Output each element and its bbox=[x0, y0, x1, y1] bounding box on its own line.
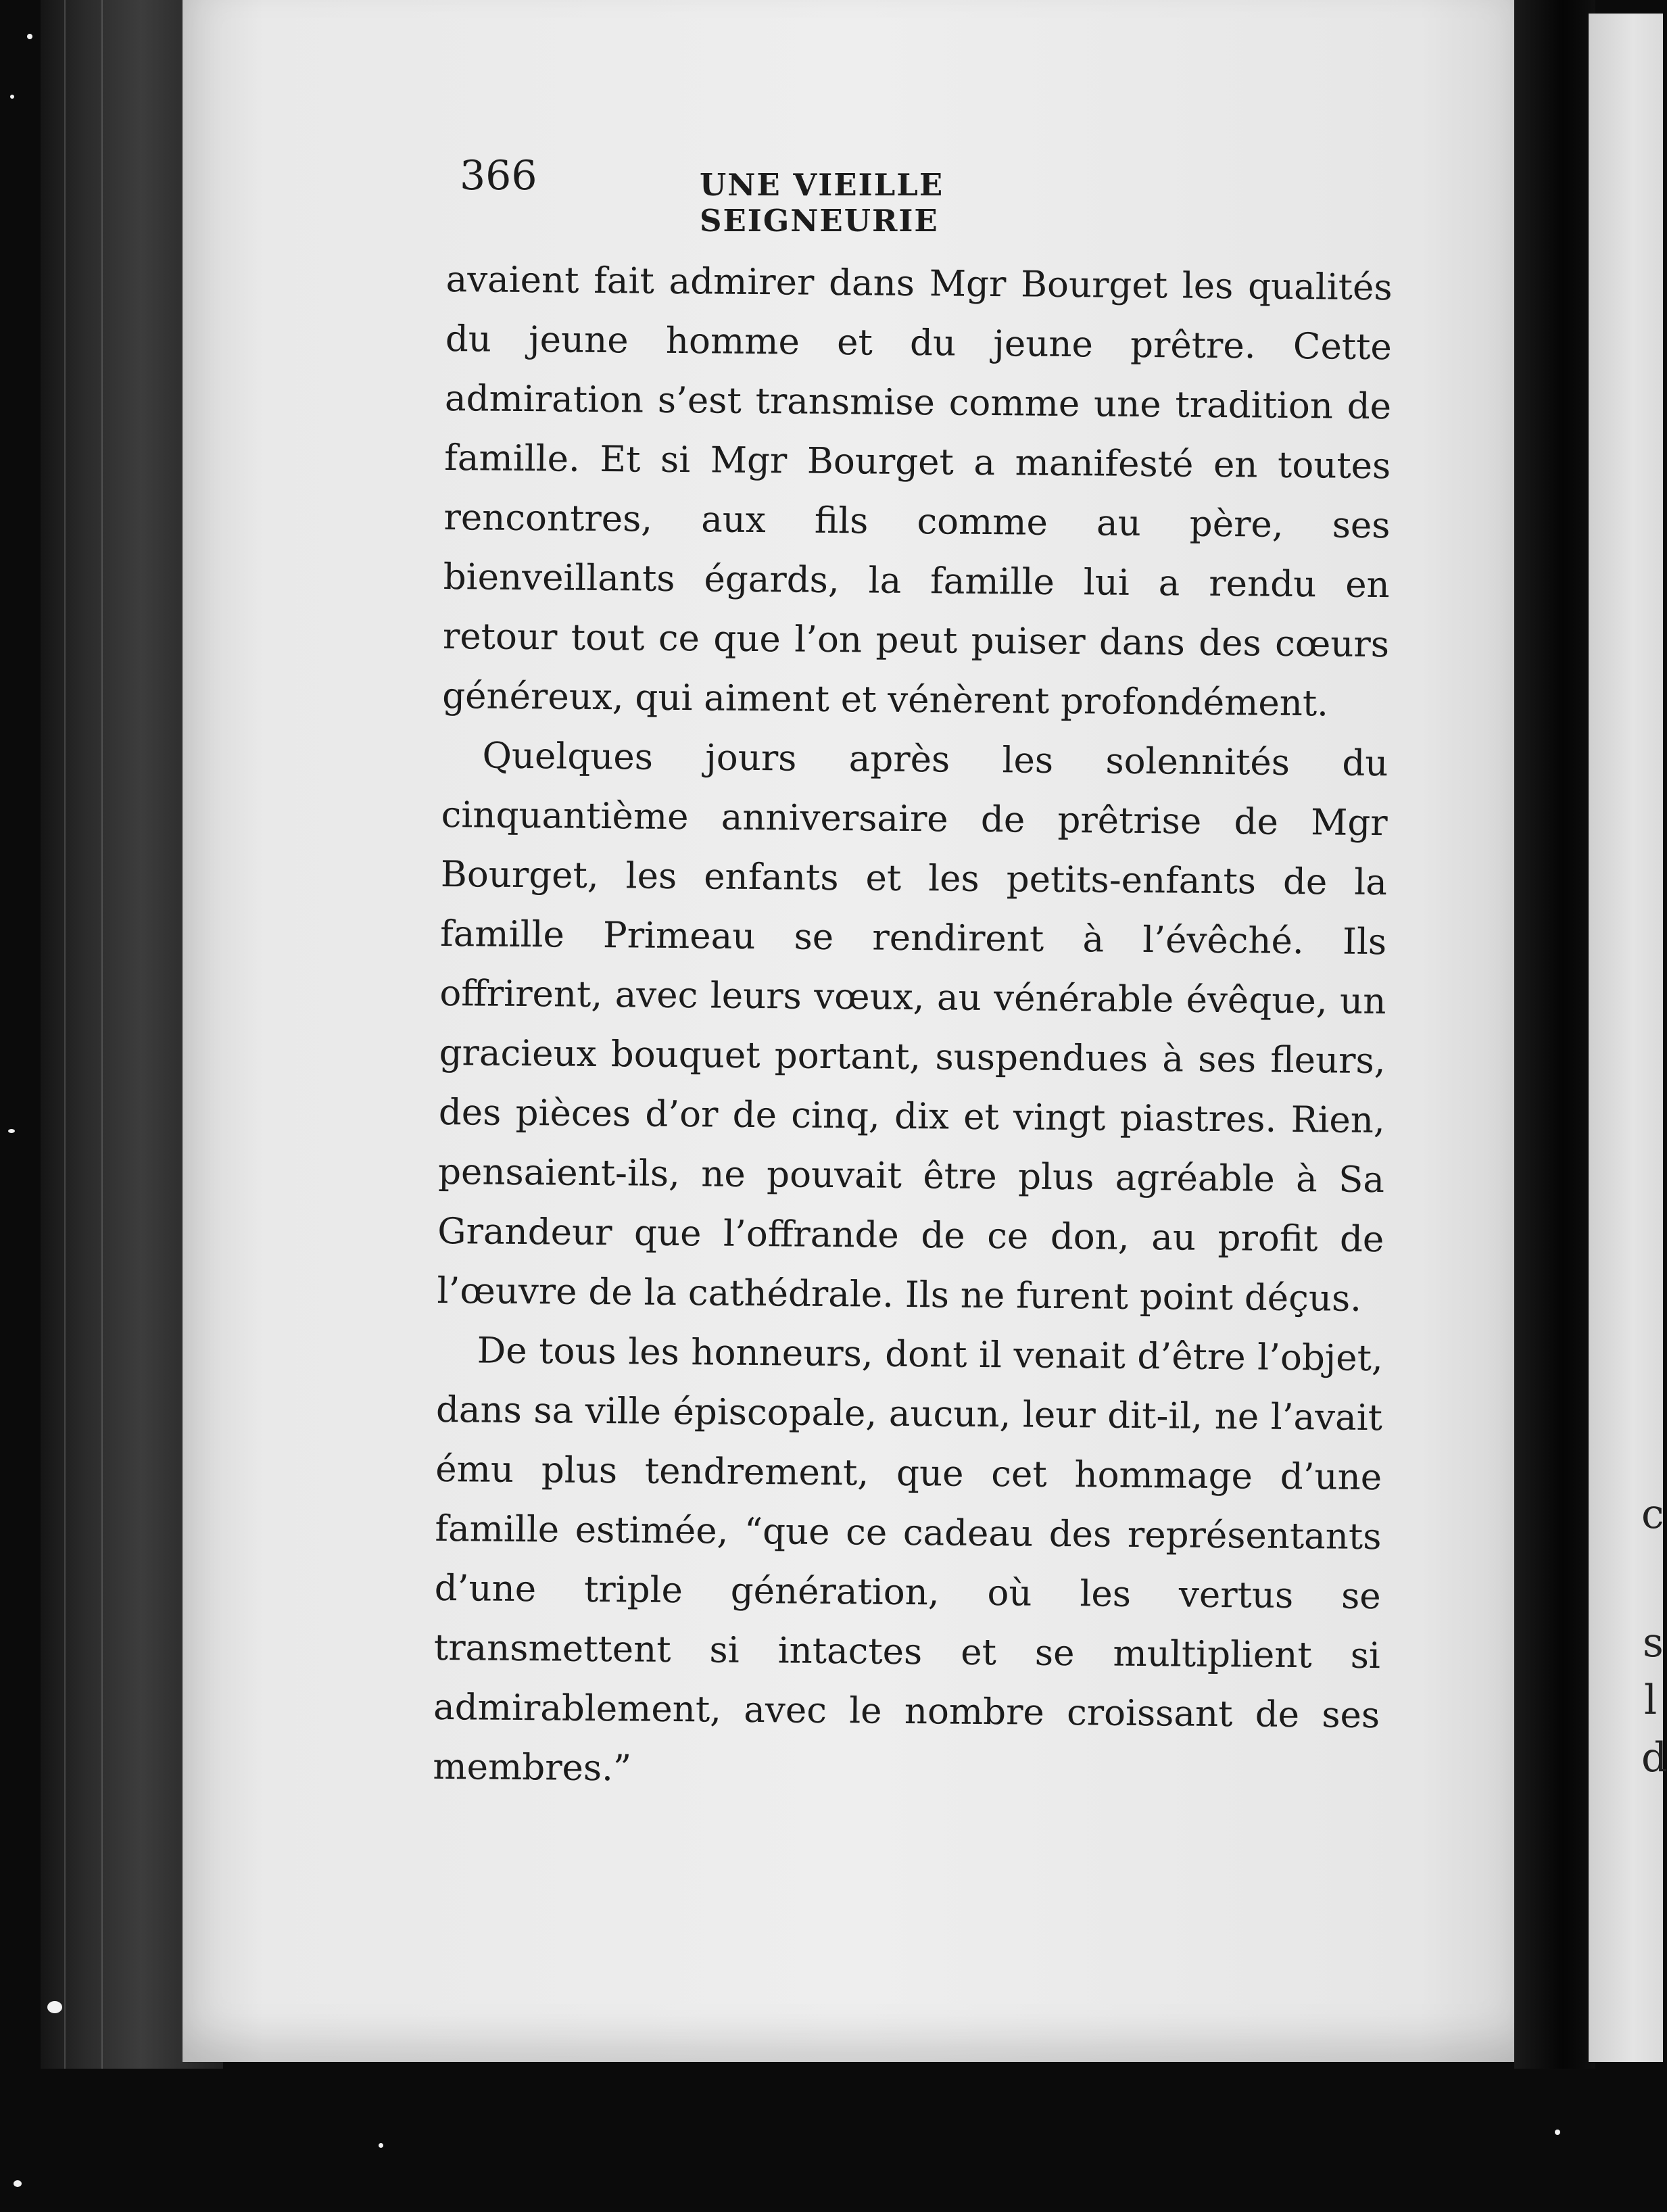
dust-speck bbox=[1555, 2130, 1560, 2135]
page-body bbox=[433, 250, 1393, 1805]
paragraph: Quelques jours après les solennités du cinquantième anniversaire de prêtrise de Mgr Bourget, les enfants et les petits-enfants de la famille Primeau se rendirent à l’évêché. Ils offrirent, avec leurs vœux, au vénérable évêque, un gracieux bouquet portant, suspendues à ses fleurs, des pièces d’or de cinq, dix et vingt piastres. Rien, pensaient-ils, ne pouvait être plus agréable à Sa Grandeur que l’offrande de ce don, au profit de l’œuvre de la cathédrale. Ils ne furent point déçus. bbox=[437, 735, 1388, 1320]
paragraph: De tous les honneurs, dont il venait d’être l’objet, dans sa ville épiscopale, aucun, leur dit-il, ne l’avait ému plus tendrement, que cet hommage d’une famille estimée, “que ce cadeau des représentants d’une triple génération, où les vertus se transmettent si intactes et se multiplient si admirablement, avec le nombre croissant de ses membres.” bbox=[433, 1330, 1384, 1789]
facing-page-letter: l bbox=[1644, 1677, 1658, 1724]
paragraph: avaient fait admirer dans Mgr Bourget les qualités du jeune homme et du jeune prêtre. Cette admiration s’est transmise comme une tradition de famille. Et si Mgr Bourget a manifesté en toutes rencontres, aux fils comme au père, ses bienveillants égards, la famille lui a rendu en retour tout ce que l’on peut puiser dans des cœurs généreux, qui aiment et vénèrent profondément. bbox=[441, 258, 1393, 725]
facing-page-letter: d bbox=[1641, 1734, 1667, 1781]
dust-speck bbox=[14, 2180, 22, 2187]
spine-edge-line bbox=[101, 0, 103, 2069]
facing-page-edge bbox=[1589, 14, 1667, 2062]
dust-speck bbox=[10, 95, 14, 99]
facing-page-letter: c bbox=[1641, 1491, 1664, 1538]
page-number: 366 bbox=[460, 152, 537, 199]
dust-speck bbox=[27, 34, 32, 39]
running-head: UNE VIEILLE SEIGNEURIE bbox=[700, 167, 944, 239]
spine-edge-line bbox=[64, 0, 66, 2069]
dust-speck bbox=[379, 2143, 383, 2148]
dust-speck bbox=[47, 2001, 62, 2013]
facing-page-letter: s bbox=[1643, 1619, 1664, 1666]
page-gutter bbox=[1514, 0, 1595, 2069]
dust-speck bbox=[8, 1129, 15, 1133]
